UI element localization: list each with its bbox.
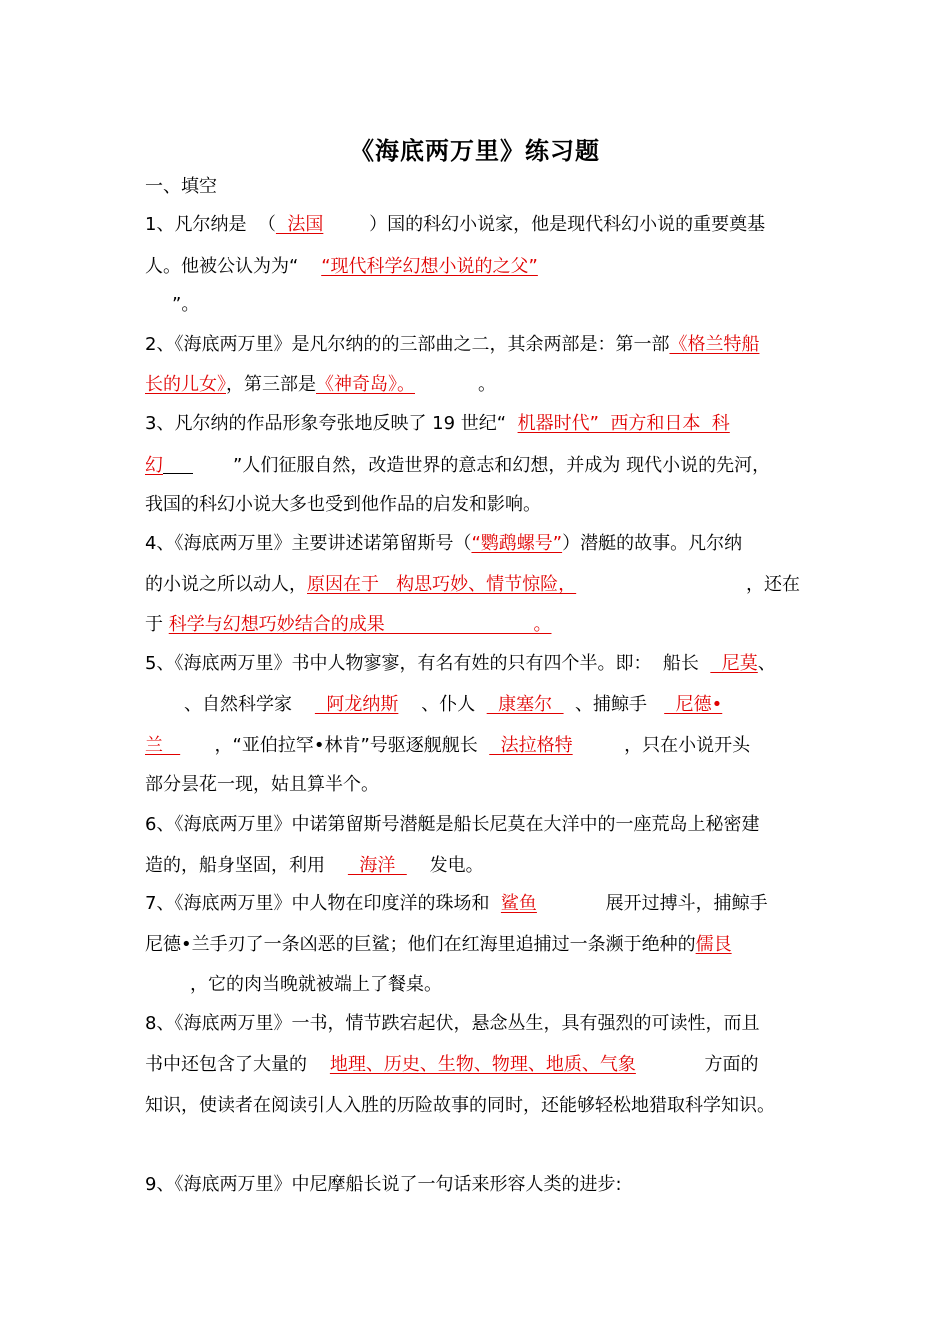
q3-line1: 3、凡尔纳的作品形象夸张地反映了 19 世纪“ 机器时代” 西方和日本 科 — [145, 413, 730, 434]
q5-answer-1: 尼莫 — [710, 653, 758, 674]
q8-line3: 知识，使读者在阅读引人入胜的历险故事的同时，还能够轻松地猎取科学知识。 — [145, 1095, 775, 1116]
q4-line1: 4、《海底两万里》主要讲述诺第留斯号（“鹦鹉螺号”）潜艇的故事。凡尔纳 — [145, 533, 743, 554]
q1-line2: 人。他被公认为为“ “现代科学幻想小说的之父” — [145, 256, 538, 277]
section-heading: 一、填空 — [145, 176, 217, 197]
q9-line1: 9、《海底两万里》中尼摩船长说了一句话来形容人类的进步: — [145, 1174, 622, 1195]
q2-answer-1: 《格兰特船 — [669, 334, 760, 355]
q5-answer-3: 康塞尔 — [486, 694, 564, 715]
q7-answer-2: 儒艮 — [695, 934, 732, 955]
page-title: 《海底两万里》练习题 — [350, 136, 600, 165]
q7-answer-1: 鲨鱼 — [500, 893, 537, 914]
q2-line1: 2、《海底两万里》是凡尔纳的的三部曲之二，其余两部是：第一部《格兰特船 — [145, 334, 760, 355]
q4-answer-1: “鹦鹉螺号” — [471, 533, 563, 554]
q1-answer-2: “现代科学幻想小说的之父” — [321, 256, 538, 277]
q5-answer-4b: 兰 — [145, 735, 181, 756]
q3-answer-1b: 幻 — [145, 455, 163, 476]
q2-answer-1b: 长的儿女》 — [145, 374, 226, 395]
q3-line3: 我国的科幻小说大多也受到他作品的启发和影响。 — [145, 494, 541, 515]
q5-line3: 兰 ，“亚伯拉罕•林肯”号驱逐舰舰长 法拉格特 ，只在小说开头 — [145, 735, 751, 756]
q8-line2: 书中还包含了大量的 地理、历史、生物、物理、地质、气象 方面的 — [145, 1054, 759, 1075]
q4-answer-2: 原因在于 构思巧妙、情节惊险， — [307, 574, 577, 595]
q8-answer-1: 地理、历史、生物、物理、地质、气象 — [329, 1054, 636, 1075]
q4-line2-end: ，还在 — [746, 574, 800, 595]
q5-answer-4: 尼德• — [664, 694, 723, 715]
q1-line1: 1、凡尔纳是 （ 法国 ）国的科幻小说家，他是现代科幻小说的重要奠基 — [145, 214, 766, 235]
q3-line2: 幻 ”人们征服自然，改造世界的意志和幻想，并成为 现代小说的先河， — [145, 455, 771, 476]
q6-line1: 6、《海底两万里》中诺第留斯号潜艇是船长尼莫在大洋中的一座荒岛上秘密建 — [145, 814, 760, 835]
q4-answer-3: 科学与幻想巧妙结合的成果 。 — [168, 614, 552, 635]
q4-line3: 于 科学与幻想巧妙结合的成果 。 — [145, 614, 552, 635]
q6-line2: 造的，船身坚固，利用 海洋 发电。 — [145, 855, 484, 876]
q8-line1: 8、《海底两万里》一书，情节跌宕起伏，悬念丛生，具有强烈的可读性，而且 — [145, 1013, 760, 1034]
q1-answer-1: 法国 — [275, 214, 324, 235]
q5-line4: 部分昙花一现，姑且算半个。 — [145, 774, 379, 795]
q5-line2: 、自然科学家 阿龙纳斯 、仆人 康塞尔 、捕鲸手 尼德• — [184, 694, 723, 715]
q5-answer-5: 法拉格特 — [489, 735, 573, 756]
q6-answer-1: 海洋 — [347, 855, 407, 876]
q4-line2: 的小说之所以动人，原因在于 构思巧妙、情节惊险， — [145, 574, 577, 595]
q7-line2: 尼德•兰手刃了一条凶恶的巨鲨；他们在红海里追捕过一条濒于绝种的儒艮 — [145, 934, 732, 955]
q2-answer-2: 《神奇岛》。 — [316, 374, 415, 395]
q5-answer-2: 阿龙纳斯 — [314, 694, 399, 715]
q7-line3: ，它的肉当晚就被端上了餐桌。 — [190, 974, 442, 995]
q3-blank-line — [163, 453, 193, 474]
q5-line1: 5、《海底两万里》书中人物寥寥，有名有姓的只有四个半。即： 船长 尼莫、 — [145, 653, 776, 674]
q3-answer-1: 机器时代” 西方和日本 科 — [517, 413, 730, 434]
q1-line3: ”。 — [172, 294, 200, 315]
q2-line2: 长的儿女》，第三部是《神奇岛》。 。 — [145, 374, 496, 395]
q7-line1: 7、《海底两万里》中人物在印度洋的珠场和 鲨鱼 展开过搏斗，捕鲸手 — [145, 893, 768, 914]
